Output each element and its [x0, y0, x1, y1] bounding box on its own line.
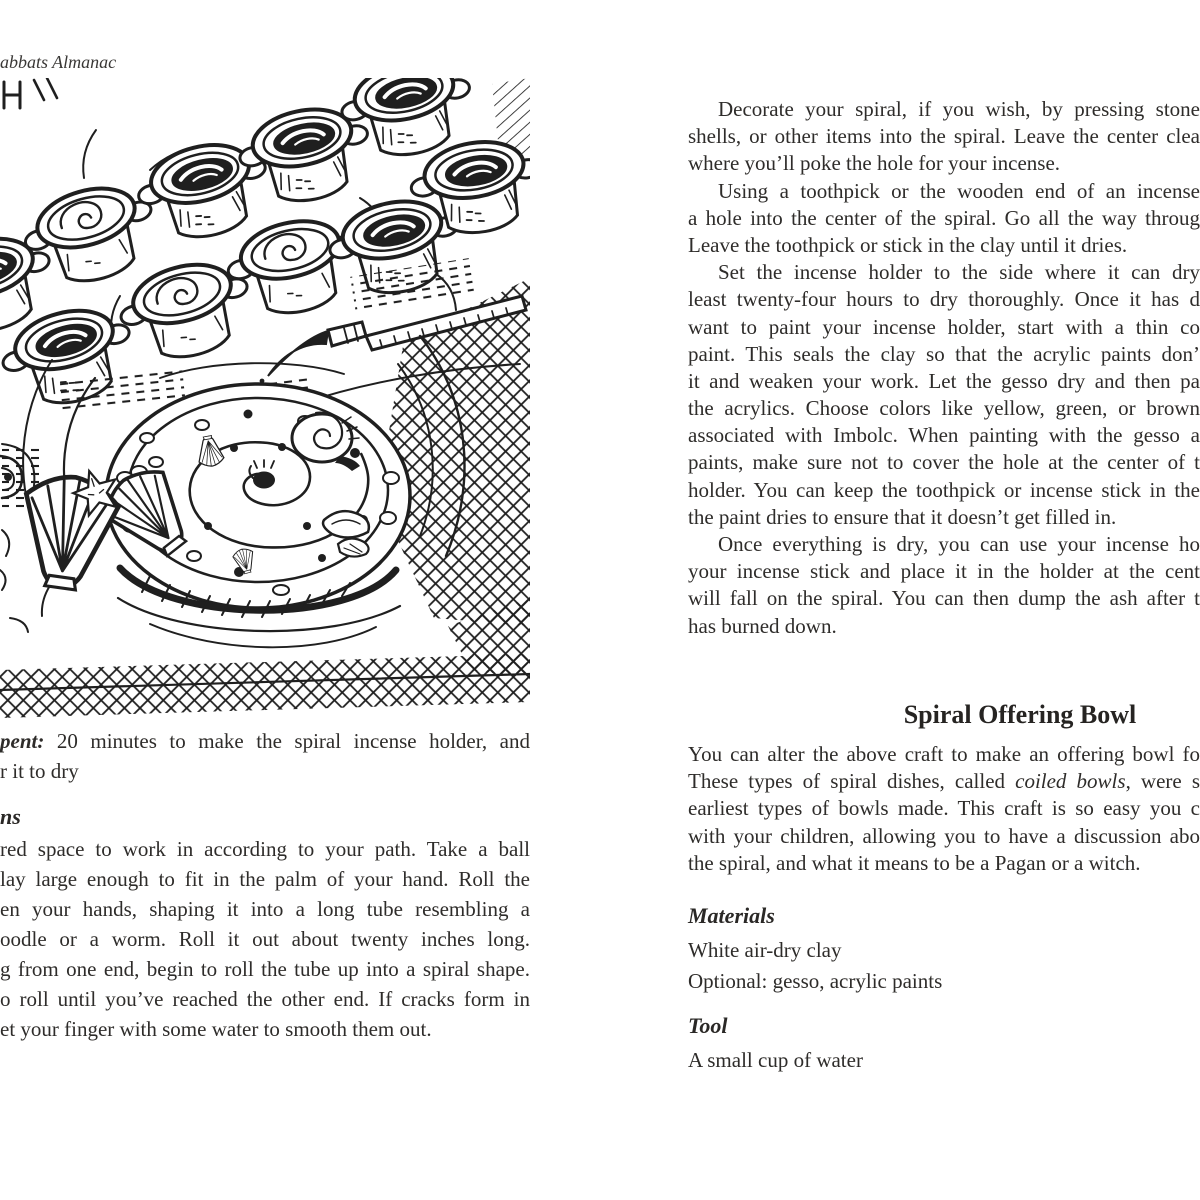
left-page-text	[0, 726, 530, 786]
text-line: et your finger with some water to smooth them out.	[0, 1017, 432, 1041]
text-line: Leave the toothpick or stick in the clay until it dries.	[688, 232, 1128, 257]
tool-heading: Tool	[688, 1013, 728, 1038]
text-line: will fall on the spiral. You can then dump the ash after t	[688, 586, 1200, 611]
text-line: your incense stick and place it in the holder at the cent	[688, 559, 1200, 584]
text-segment: , were s	[1125, 769, 1200, 794]
text-line: paint. This seals the clay so that the acrylic paints don’	[688, 341, 1200, 366]
text-line: lay large enough to fit in the palm of your hand. Roll the	[0, 867, 530, 891]
text-line: paints, make sure not to cover the hole at the center of t	[688, 450, 1200, 475]
text-line: has burned down.	[688, 613, 837, 638]
text-line: want to paint your incense holder, start with a thin co	[688, 314, 1200, 339]
tool-list	[688, 1045, 863, 1076]
text-line: the spiral, and what it means to be a Pagan or a witch.	[688, 850, 1141, 875]
text-line: it and weaken your work. Let the gesso dry and then pa	[688, 368, 1200, 393]
text-line: holder. You can keep the toothpick or incense stick in the	[688, 477, 1200, 502]
time-spent-label: pent:	[0, 729, 45, 753]
text-line: with your children, allowing you to have a discussion abo	[688, 823, 1200, 848]
time-spent-line-2: r it to dry	[0, 759, 79, 783]
italic-term: coiled bowls	[1015, 769, 1126, 794]
cut-off-sketch-fragment	[4, 78, 57, 108]
time-spent-line	[0, 726, 530, 756]
text-line: Decorate your spiral, if you wish, by pressing stone	[718, 97, 1200, 121]
time-spent-rest: 20 minutes to make the spiral incense holder, and	[44, 729, 530, 753]
list-item: A small cup of water	[688, 1048, 863, 1072]
text-line: g from one end, begin to roll the tube up into a spiral shape.	[0, 957, 530, 981]
text-line	[688, 768, 1200, 795]
materials-heading: Materials	[688, 903, 775, 928]
list-item: Optional: gesso, acrylic paints	[688, 969, 943, 993]
text-line: a hole into the center of the spiral. Go all the way throug	[688, 205, 1200, 230]
text-line: Once everything is dry, you can use your incense ho	[718, 532, 1200, 556]
left-page-paragraph	[0, 834, 530, 1044]
text-line: You can alter the above craft to make an offering bowl fo	[688, 742, 1200, 766]
text-line: o roll until you’ve reached the other end. If cracks form in	[0, 987, 530, 1011]
text-line: oodle or a worm. Roll it out about twenty inches long.	[0, 927, 530, 951]
text-line: Set the incense holder to the side where it can dry	[718, 260, 1200, 285]
right-page-text	[688, 96, 1200, 640]
text-line: en your hands, shaping it into a long tube resembling a	[0, 897, 530, 921]
text-line: earliest types of bowls made. This craft is so easy you c	[688, 796, 1200, 821]
text-line: associated with Imbolc. When painting with the gesso a	[688, 423, 1200, 448]
instructions-heading-fragment: ns	[0, 804, 21, 829]
text-line: red space to work in according to your path. Take a ball	[0, 837, 530, 861]
text-line: where you’ll poke the hole for your incense.	[688, 151, 1061, 176]
text-segment: These types of spiral dishes, called	[688, 769, 1016, 794]
text-line: the acrylics. Choose colors like yellow, green, or brown	[688, 396, 1200, 421]
running-header: abbats Almanac	[0, 52, 117, 72]
craft-illustration	[0, 78, 530, 718]
text-line: the paint dries to ensure that it doesn’t get filled in.	[688, 504, 1117, 529]
materials-list	[688, 935, 942, 997]
spiral-incense-holder	[95, 384, 410, 617]
list-item: White air-dry clay	[688, 938, 842, 962]
text-line: shells, or other items into the spiral. Leave the center clea	[688, 124, 1200, 149]
text-line: Using a toothpick or the wooden end of an incense	[718, 178, 1200, 203]
section-heading: Spiral Offering Bowl	[903, 700, 1137, 729]
text-line: least twenty-four hours to dry thoroughly. Once it has d	[688, 287, 1200, 312]
offering-bowl-paragraph	[688, 741, 1200, 877]
